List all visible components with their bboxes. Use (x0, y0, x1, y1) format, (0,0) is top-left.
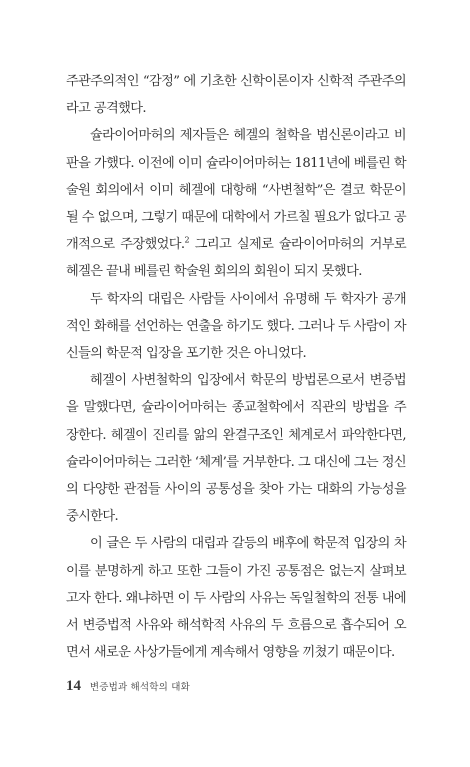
footnote-marker: 2 (184, 235, 190, 245)
page-footer (66, 678, 190, 695)
paragraph-1: 주관주의적인 “감정” 에 기초한 신학이론이자 신학적 주관주의라고 공격했다. (66, 74, 406, 117)
paragraph-5: 이 글은 두 사람의 대립과 갈등의 배후에 학문적 입장의 차이를 분명하게 하고 또한 그들이 가진 공통점은 없는지 살펴보고자 한다. 왜냐하면 이 두 사람의 사유는 독일철학의 전통 내에서 변증법적 사유와 해석학적 사유의 두 흐름으로 흡수되어 오면서 새로운 사상가들에게 계속해서 영향을 끼쳤기 때문이다. (66, 536, 406, 661)
running-title: 변증법과 해석학의 대화 (89, 682, 191, 693)
paragraph-3: 두 학자의 대립은 사람들 사이에서 유명해 두 학자가 공개적인 화해를 선언하는 연출을 하기도 했다. 그러나 두 사람이 자신들의 학문적 입장을 포기한 것은 아니었다. (66, 291, 406, 362)
paragraph-4: 헤겔이 사변철학의 입장에서 학문의 방법론으로서 변증법을 말했다면, 슐라이어마허는 종교철학에서 직관의 방법을 주장한다. 헤겔이 진리를 앎의 완결구조인 체계로서 파악한다면, 슐라이어마허는 그러한 ‘체계’를 거부한다. 그 대신에 그는 정신의 다양한 관점들 사이의 공통성을 찾아 가는 대화의 가능성을 중시한다. (66, 373, 406, 525)
body-text (66, 68, 406, 666)
page-number: 14 (66, 678, 81, 694)
paragraph-2: 슐라이어마허의 제자들은 헤겔의 철학을 범신론이라고 비판을 가했다. 이전에 이미 슐라이어마허는 1811년에 베를린 학술원 회의에서 이미 헤겔에 대항해 “사변철학”은 결코 학문이 될 수 없으며, 그렇기 때문에 대학에서 가르칠 필요가 없다고 공개적으로 주장했었다.$^2$ 그리고 실제로 슐라이어마허의 거부로 헤겔은 끝내 베를린 학술원 회의의 회원이 되지 못했다. (66, 128, 406, 280)
